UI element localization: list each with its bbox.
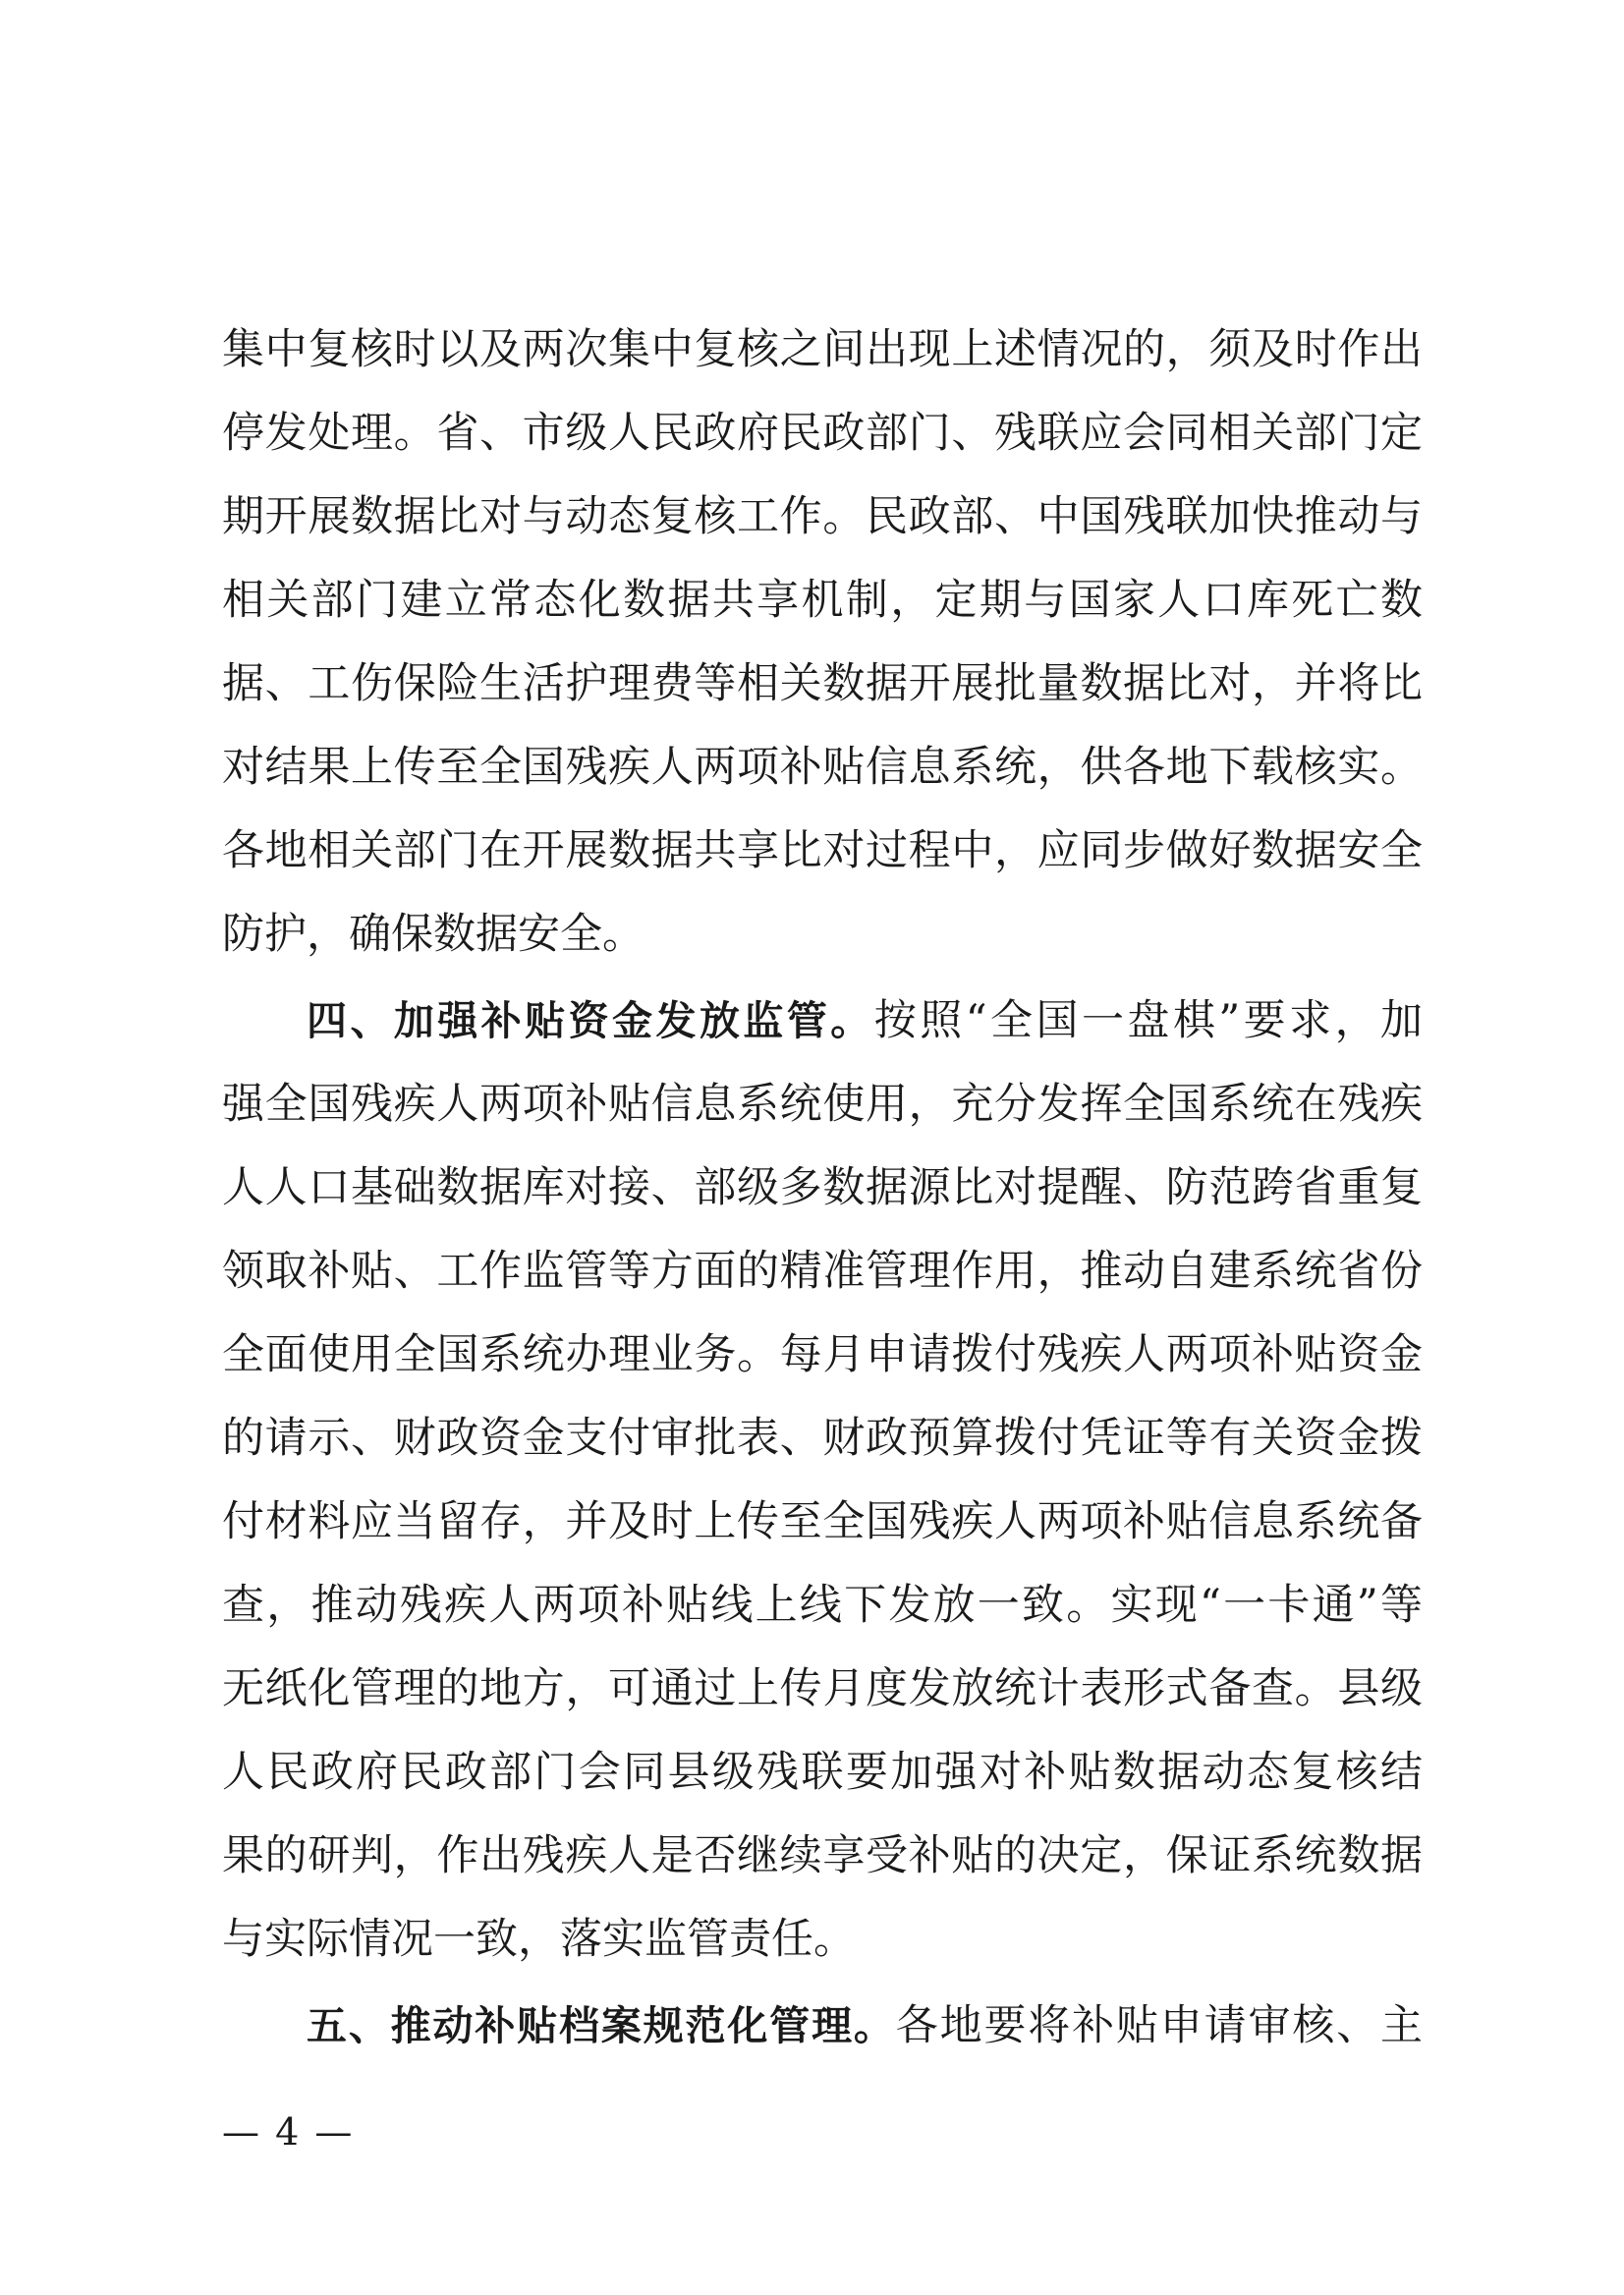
section-5-first-line-text: 各地要将补贴申请审核、主 bbox=[895, 2001, 1423, 2050]
page-number: — 4 — bbox=[222, 2110, 355, 2154]
section-4-first-line-text: 按照“全国一盘棋”要求，加 bbox=[873, 996, 1423, 1045]
section-4-paragraph bbox=[222, 980, 1423, 1982]
text-line: 查，推动残疾人两项补贴线上线下发放一致。实现“一卡通”等 bbox=[222, 1581, 1423, 1630]
body-text bbox=[222, 308, 1423, 2068]
section-4-first-line bbox=[222, 980, 1423, 1063]
text-line: 停发处理。省、市级人民政府民政部门、残联应会同相关部门定 bbox=[222, 409, 1423, 458]
text-line: 各地相关部门在开展数据共享比对过程中，应同步做好数据安全 bbox=[222, 826, 1423, 875]
text-line: 对结果上传至全国残疾人两项补贴信息系统，供各地下载核实。 bbox=[222, 743, 1423, 792]
text-line: 相关部门建立常态化数据共享机制，定期与国家人口库死亡数 bbox=[222, 576, 1423, 625]
text-line: 人民政府民政部门会同县级残联要加强对补贴数据动态复核结 bbox=[222, 1748, 1423, 1797]
text-line: 与实际情况一致，落实监管责任。 bbox=[222, 1915, 856, 1964]
section-5-paragraph bbox=[222, 1985, 1423, 2068]
paragraph-continuation bbox=[222, 308, 1423, 977]
text-line: 领取补贴、工作监管等方面的精准管理作用，推动自建系统省份 bbox=[222, 1247, 1423, 1296]
section-5-first-line bbox=[222, 1985, 1423, 2068]
text-line: 强全国残疾人两项补贴信息系统使用，充分发挥全国系统在残疾 bbox=[222, 1080, 1423, 1129]
section-4-heading: 四、加强补贴资金发放监管。 bbox=[307, 997, 874, 1044]
text-line: 无纸化管理的地方，可通过上传月度发放统计表形式备查。县级 bbox=[222, 1664, 1423, 1713]
text-line: 集中复核时以及两次集中复核之间出现上述情况的，须及时作出 bbox=[222, 325, 1423, 374]
text-line: 期开展数据比对与动态复核工作。民政部、中国残联加快推动与 bbox=[222, 492, 1423, 541]
section-5-heading: 五、推动补贴档案规范化管理。 bbox=[307, 2002, 896, 2049]
text-line: 防护，确保数据安全。 bbox=[222, 910, 644, 959]
text-line: 的请示、财政资金支付审批表、财政预算拨付凭证等有关资金拨 bbox=[222, 1414, 1423, 1463]
text-line: 果的研判，作出残疾人是否继续享受补贴的决定，保证系统数据 bbox=[222, 1831, 1423, 1880]
text-line: 全面使用全国系统办理业务。每月申请拨付残疾人两项补贴资金 bbox=[222, 1330, 1423, 1379]
text-line: 付材料应当留存，并及时上传至全国残疾人两项补贴信息系统备 bbox=[222, 1497, 1423, 1546]
text-line: 人人口基础数据库对接、部级多数据源比对提醒、防范跨省重复 bbox=[222, 1163, 1423, 1212]
text-line: 据、工伤保险生活护理费等相关数据开展批量数据比对，并将比 bbox=[222, 659, 1423, 708]
